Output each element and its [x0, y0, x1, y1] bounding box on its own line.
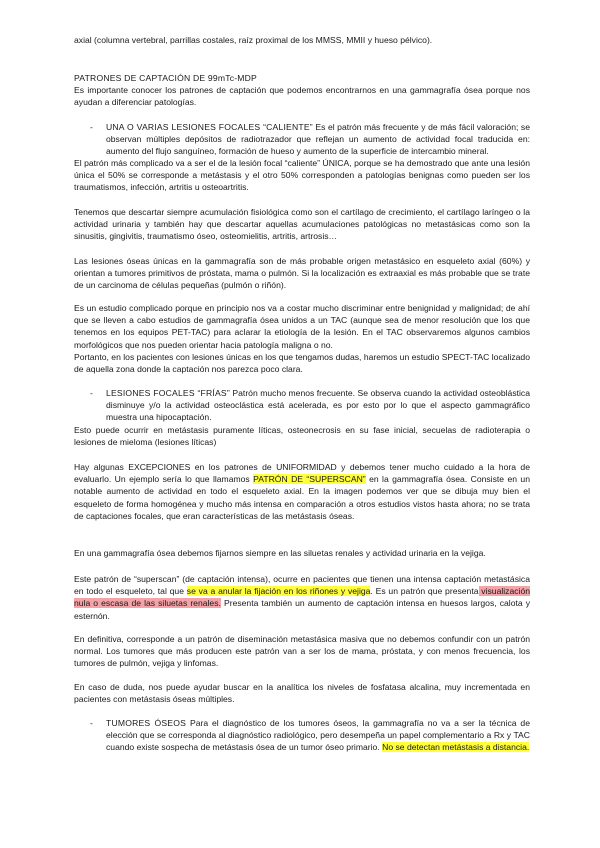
list-item-cold-lesions — [90, 387, 530, 424]
superscan-highlight: PATRÓN DE “SUPERSCAN” — [253, 474, 366, 485]
hot-lesions-label: UNA O VARIAS LESIONES FOCALES “CALIENTE” — [106, 122, 313, 132]
list-dash: - — [90, 718, 93, 728]
bone-tumors-label: TUMORES ÓSEOS — [106, 718, 187, 728]
paragraph-unique-axial: Las lesiones óseas únicas en la gammagrafía son de más probable origen metastásico en esqueleto axial (60%) y orientan a tumores primitivos de próstata, mama o pulmón. Si la localización es extraaxial es más probable que se trate de un carcinoma de células pequeñas (pulmón o riñón). — [74, 256, 530, 291]
exceptions-text-b: en la gammagrafía ósea. Consiste en un notable aumento de actividad en todo el esqueleto axial. En la imagen podemos ver que se dibuja muy bien el esqueleto de forma homogénea y mucho más intensa en comparación a otros estudios vistos hasta ahora; no se trata de captaciones focales, que eran características de las metástasis óseas. — [74, 474, 530, 521]
cold-lesions-body — [106, 387, 530, 424]
superscan-text-a: Este patrón de “superscan” (de captación intensa), ocurre en pacientes que tienen una intensa captación metastásica en todo el esqueleto, tal que — [74, 574, 530, 597]
paragraph-physiological: Tenemos que descartar siempre acumulación fisiológica como son el cartílago de crecimiento, el cartílago laríngeo o la actividad urinaria y también hay que descartar aquellas acumulaciones patológicas no metastásicas como son la sinusitis, gingivitis, traumatismo óseo, osteomielitis, artritis, artrosis… — [74, 207, 530, 242]
paragraph-axial: axial (columna vertebral, parrillas costales, raíz proximal de los MMSS, MMII y hueso pélvico). — [74, 35, 433, 45]
cold-lesions-text: Patrón mucho menos frecuente. Se observa cuando la actividad osteoblástica disminuye y/o la actividad osteoclástica está acelerada, es por esto por lo que el aspecto gammagráfico muestra una hipocaptación. — [106, 388, 530, 423]
list-item-hot-lesions — [90, 121, 530, 158]
list-item-bone-tumors — [90, 717, 530, 754]
exceptions-text-a: Hay algunas EXCEPCIONES en los patrones de UNIFORMIDAD y debemos tener mucho cuidado a la hora de evaluarlo. Un ejemplo sería lo que llamamos — [74, 462, 530, 485]
paragraph-definitive: En definitiva, corresponde a un patrón de diseminación metastásica masiva que no debemos confundir con un patrón normal. Los tumores que más producen este patrón van a ser los de mama, próstata, y con menos frecuencia, los tumores de pulmón, vejiga y linfomas. — [74, 634, 530, 669]
section-heading: PATRONES DE CAPTACIÓN DE 99mTc-MDP — [74, 73, 257, 83]
paragraph-spect: Portanto, en los pacientes con lesiones únicas en los que tengamos dudas, haremos un estudio SPECT-TAC localizado de aquella zona donde la captación nos parezca poco clara. — [74, 352, 530, 375]
list-dash: - — [90, 122, 93, 132]
bone-tumors-body — [106, 717, 530, 754]
list-dash: - — [90, 388, 93, 398]
hot-lesions-body — [106, 121, 530, 158]
bone-tumors-highlight: No se detectan metástasis a distancia. — [382, 742, 530, 753]
superscan-highlight-renal: visualización nula o escasa de las siluetas renales. — [74, 586, 531, 609]
cold-lesions-label: LESIONES FOCALES “FRÍAS” — [106, 388, 230, 398]
paragraph-superscan — [74, 573, 530, 622]
superscan-text-c: Presenta también un aumento de captación intensa en huesos largos, calota y esternón. — [74, 598, 530, 621]
paragraph-cold-causes: Esto puede ocurrir en metástasis puramente líticas, osteonecrosis en su fase inicial, secuelas de radioterapia o lesiones de mieloma (lesiones líticas) — [74, 425, 530, 448]
superscan-highlight-kidneys: se va a anular la fijación en los riñones y vejiga — [186, 586, 371, 597]
paragraph-renal: En una gammagrafía ósea debemos fijarnos siempre en las siluetas renales y actividad urinaria en la vejiga. — [74, 548, 486, 558]
paragraph-complicated-study: Es un estudio complicado porque en principio nos va a costar mucho discriminar entre benignidad y malignidad; de ahí que se lleven a cabo estudios de gammagrafía ósea unidos a un TAC (aunque sea de menor resolución que los que tenemos en los equipos PET-TAC) para aclarar la etiología de la lesión. En el TAC observaremos algunos cambios morfológicos que nos pueden orientar hacia patología maligna o no. — [74, 303, 530, 350]
paragraph-alkaline: En caso de duda, nos puede ayudar buscar en la analítica los niveles de fosfatasa alcalina, muy incrementada en pacientes con metástasis óseas múltiples. — [74, 682, 530, 705]
hot-lesions-text: Es el patrón más frecuente y de más fácil valoración; se observan múltiples depósitos de radiotrazador que reflejan un aumento de actividad focal traducida en: aumento del flujo sanguíneo, formación de hueso y aumento de la superficie de intercambio mineral. — [106, 122, 530, 157]
paragraph-hot-unique: El patrón más complicado va a ser el de la lesión focal “caliente” ÚNICA, porque se ha demostrado que ante una lesión única el 50% se corresponde a metástasis y el otro 50% corresponden a patologías benignas como pueden ser los traumatismos, infección, artritis u osteoartritis. — [74, 158, 530, 193]
bone-tumors-text: Para el diagnóstico de los tumores óseos, la gammagrafía no va a ser la técnica de elección que se corresponda al diagnóstico radiológico, pero desempeña un papel complementario a Rx y TAC cuando existe sospecha de metástasis ósea de un tumor óseo primario. — [106, 718, 530, 753]
superscan-text-b: . Es un patrón que presenta — [370, 586, 479, 597]
paragraph-intro: Es importante conocer los patrones de captación que podemos encontrarnos en una gammagrafía ósea porque nos ayudan a diferenciar patologías. — [74, 85, 530, 108]
paragraph-exceptions — [74, 461, 530, 522]
